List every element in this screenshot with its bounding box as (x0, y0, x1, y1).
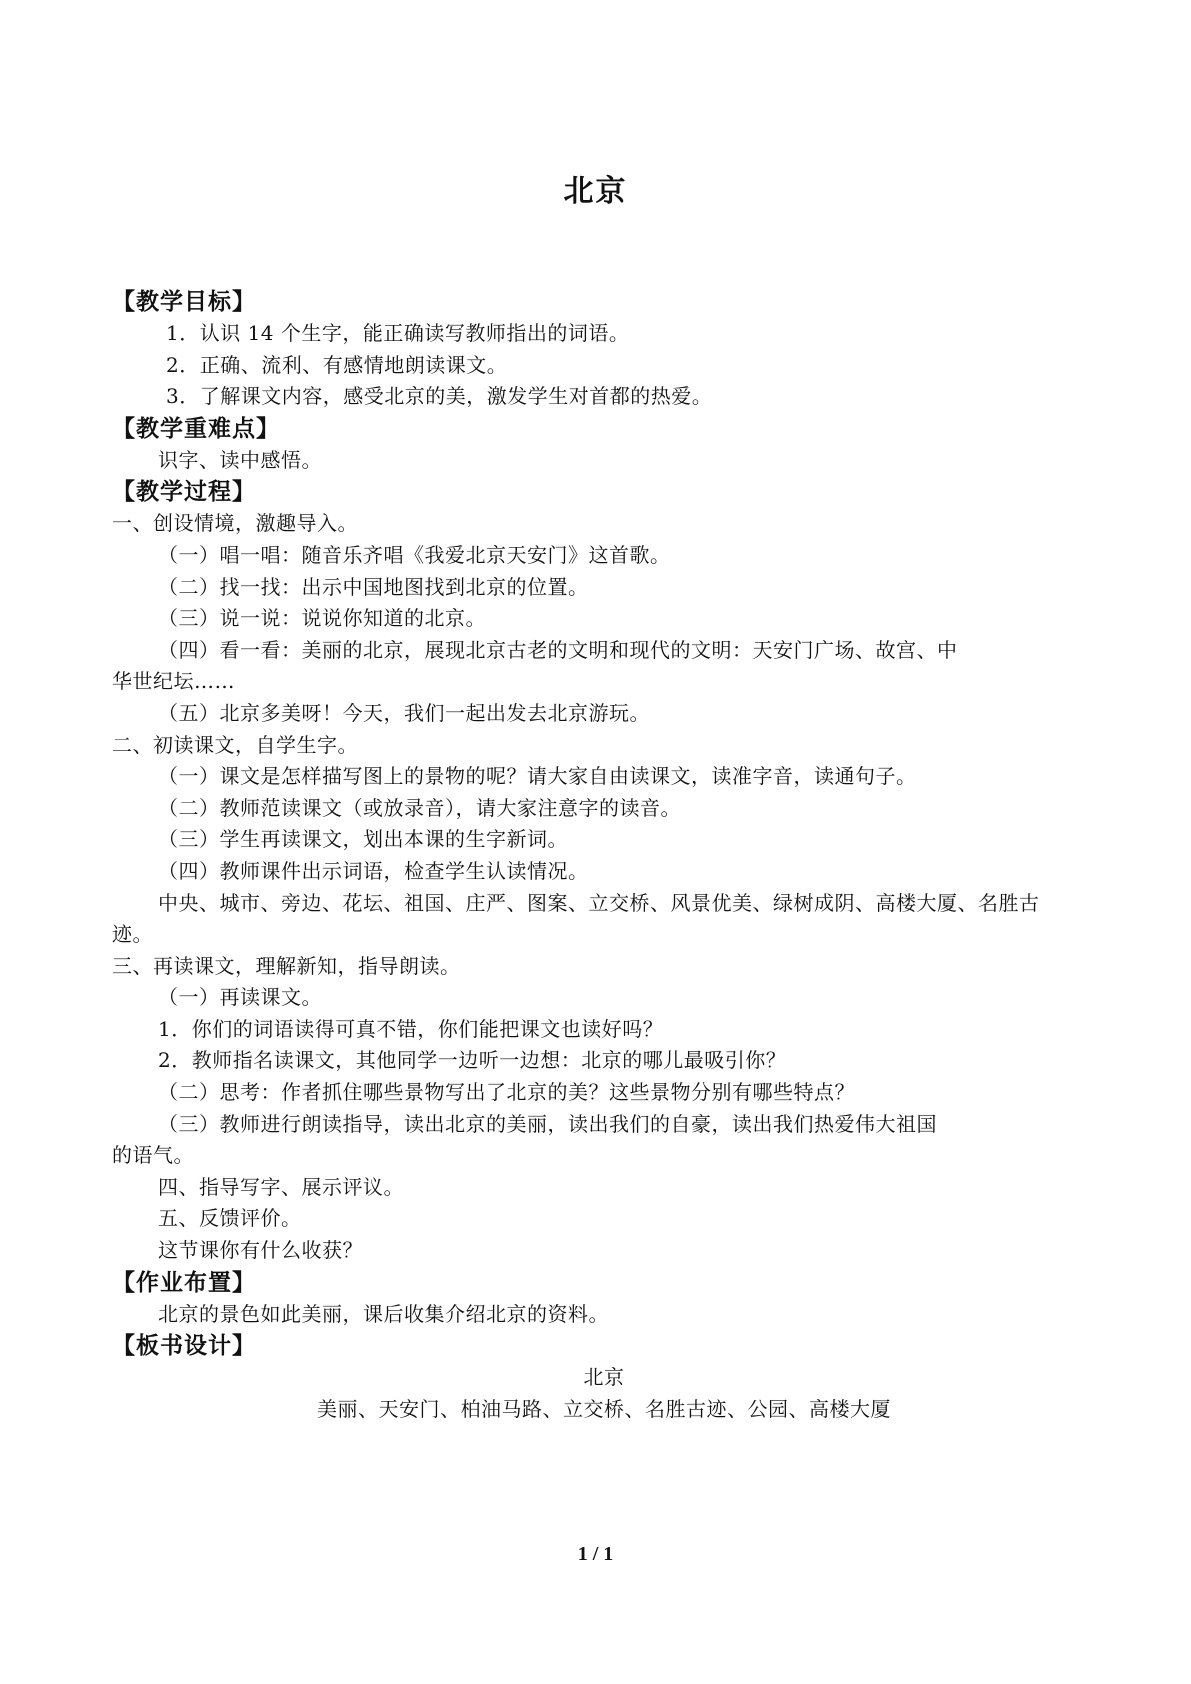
goal-item: 1．认识 14 个生字，能正确读写教师指出的词语。 (166, 321, 630, 345)
process-step: 1．你们的词语读得可真不错，你们能把课文也读好吗？ (158, 1016, 664, 1041)
page-number: 1 / 1 (577, 1543, 614, 1565)
board-design-heading: 【板书设计】 (112, 1333, 256, 1360)
key-points-heading: 【教学重难点】 (112, 415, 280, 442)
process-step: （三）学生再读课文，划出本课的生字新词。 (158, 827, 568, 852)
process-part-title: 三、再读课文，理解新知，指导朗读。 (112, 953, 461, 978)
process-step: （二）找一找：出示中国地图找到北京的位置。 (158, 574, 589, 599)
goal-item: 3．了解课文内容，感受北京的美，激发学生对首都的热爱。 (166, 384, 713, 409)
process-step: （四）看一看：美丽的北京，展现北京古老的文明和现代的文明：天安门广场、故宫、中 (158, 637, 958, 662)
vocabulary-list-continuation: 迹。 (112, 922, 153, 947)
process-heading: 【教学过程】 (112, 479, 256, 506)
process-step: 2．教师指名读课文，其他同学一边听一边想：北京的哪儿最吸引你？ (158, 1048, 787, 1073)
board-design-words: 美丽、天安门、柏油马路、立交桥、名胜古迹、公园、高楼大厦 (317, 1396, 891, 1421)
key-points-text: 识字、读中感悟。 (158, 447, 322, 472)
goal-item: 2．正确、流利、有感情地朗读课文。 (166, 352, 508, 377)
homework-text: 北京的景色如此美丽，课后收集介绍北京的资料。 (158, 1301, 609, 1326)
process-step: （三）说一说：说说你知道的北京。 (158, 606, 486, 631)
process-step: （二）思考：作者抓住哪些景物写出了北京的美？这些景物分别有哪些特点？ (158, 1080, 855, 1105)
process-step: （三）教师进行朗读指导，读出北京的美丽，读出我们的自豪，读出我们热爱伟大祖国 (158, 1111, 937, 1136)
process-part-title: 二、初读课文，自学生字。 (112, 732, 358, 757)
goals-heading: 【教学目标】 (112, 289, 256, 315)
board-design-title: 北京 (583, 1365, 625, 1390)
process-part-title: 五、反馈评价。 (158, 1206, 302, 1231)
homework-heading: 【作业布置】 (112, 1269, 256, 1296)
process-step: （一）再读课文。 (158, 985, 322, 1010)
process-step: （一）唱一唱：随音乐齐唱《我爱北京天安门》这首歌。 (158, 542, 671, 567)
process-step-continuation: 华世纪坛…… (112, 669, 235, 694)
vocabulary-list: 中央、城市、旁边、花坛、祖国、庄严、图案、立交桥、风景优美、绿树成阴、高楼大厦、名胜古 (158, 890, 1040, 915)
process-step-continuation: 的语气。 (112, 1143, 194, 1168)
document-title: 北京 (563, 174, 628, 209)
process-part-title: 一、创设情境，激趣导入。 (112, 511, 358, 536)
process-part-title: 四、指导写字、展示评议。 (158, 1174, 404, 1199)
reflection-question: 这节课你有什么收获？ (158, 1238, 363, 1263)
process-step: （二）教师范读课文（或放录音），请大家注意字的读音。 (158, 795, 681, 820)
process-step: （四）教师课件出示词语，检查学生认读情况。 (158, 858, 589, 883)
process-step: （五）北京多美呀！今天，我们一起出发去北京游玩。 (158, 700, 650, 725)
document-body (112, 286, 1096, 1425)
process-step: （一）课文是怎样描写图上的景物的呢？请大家自由读课文，读准字音，读通句子。 (158, 764, 917, 789)
